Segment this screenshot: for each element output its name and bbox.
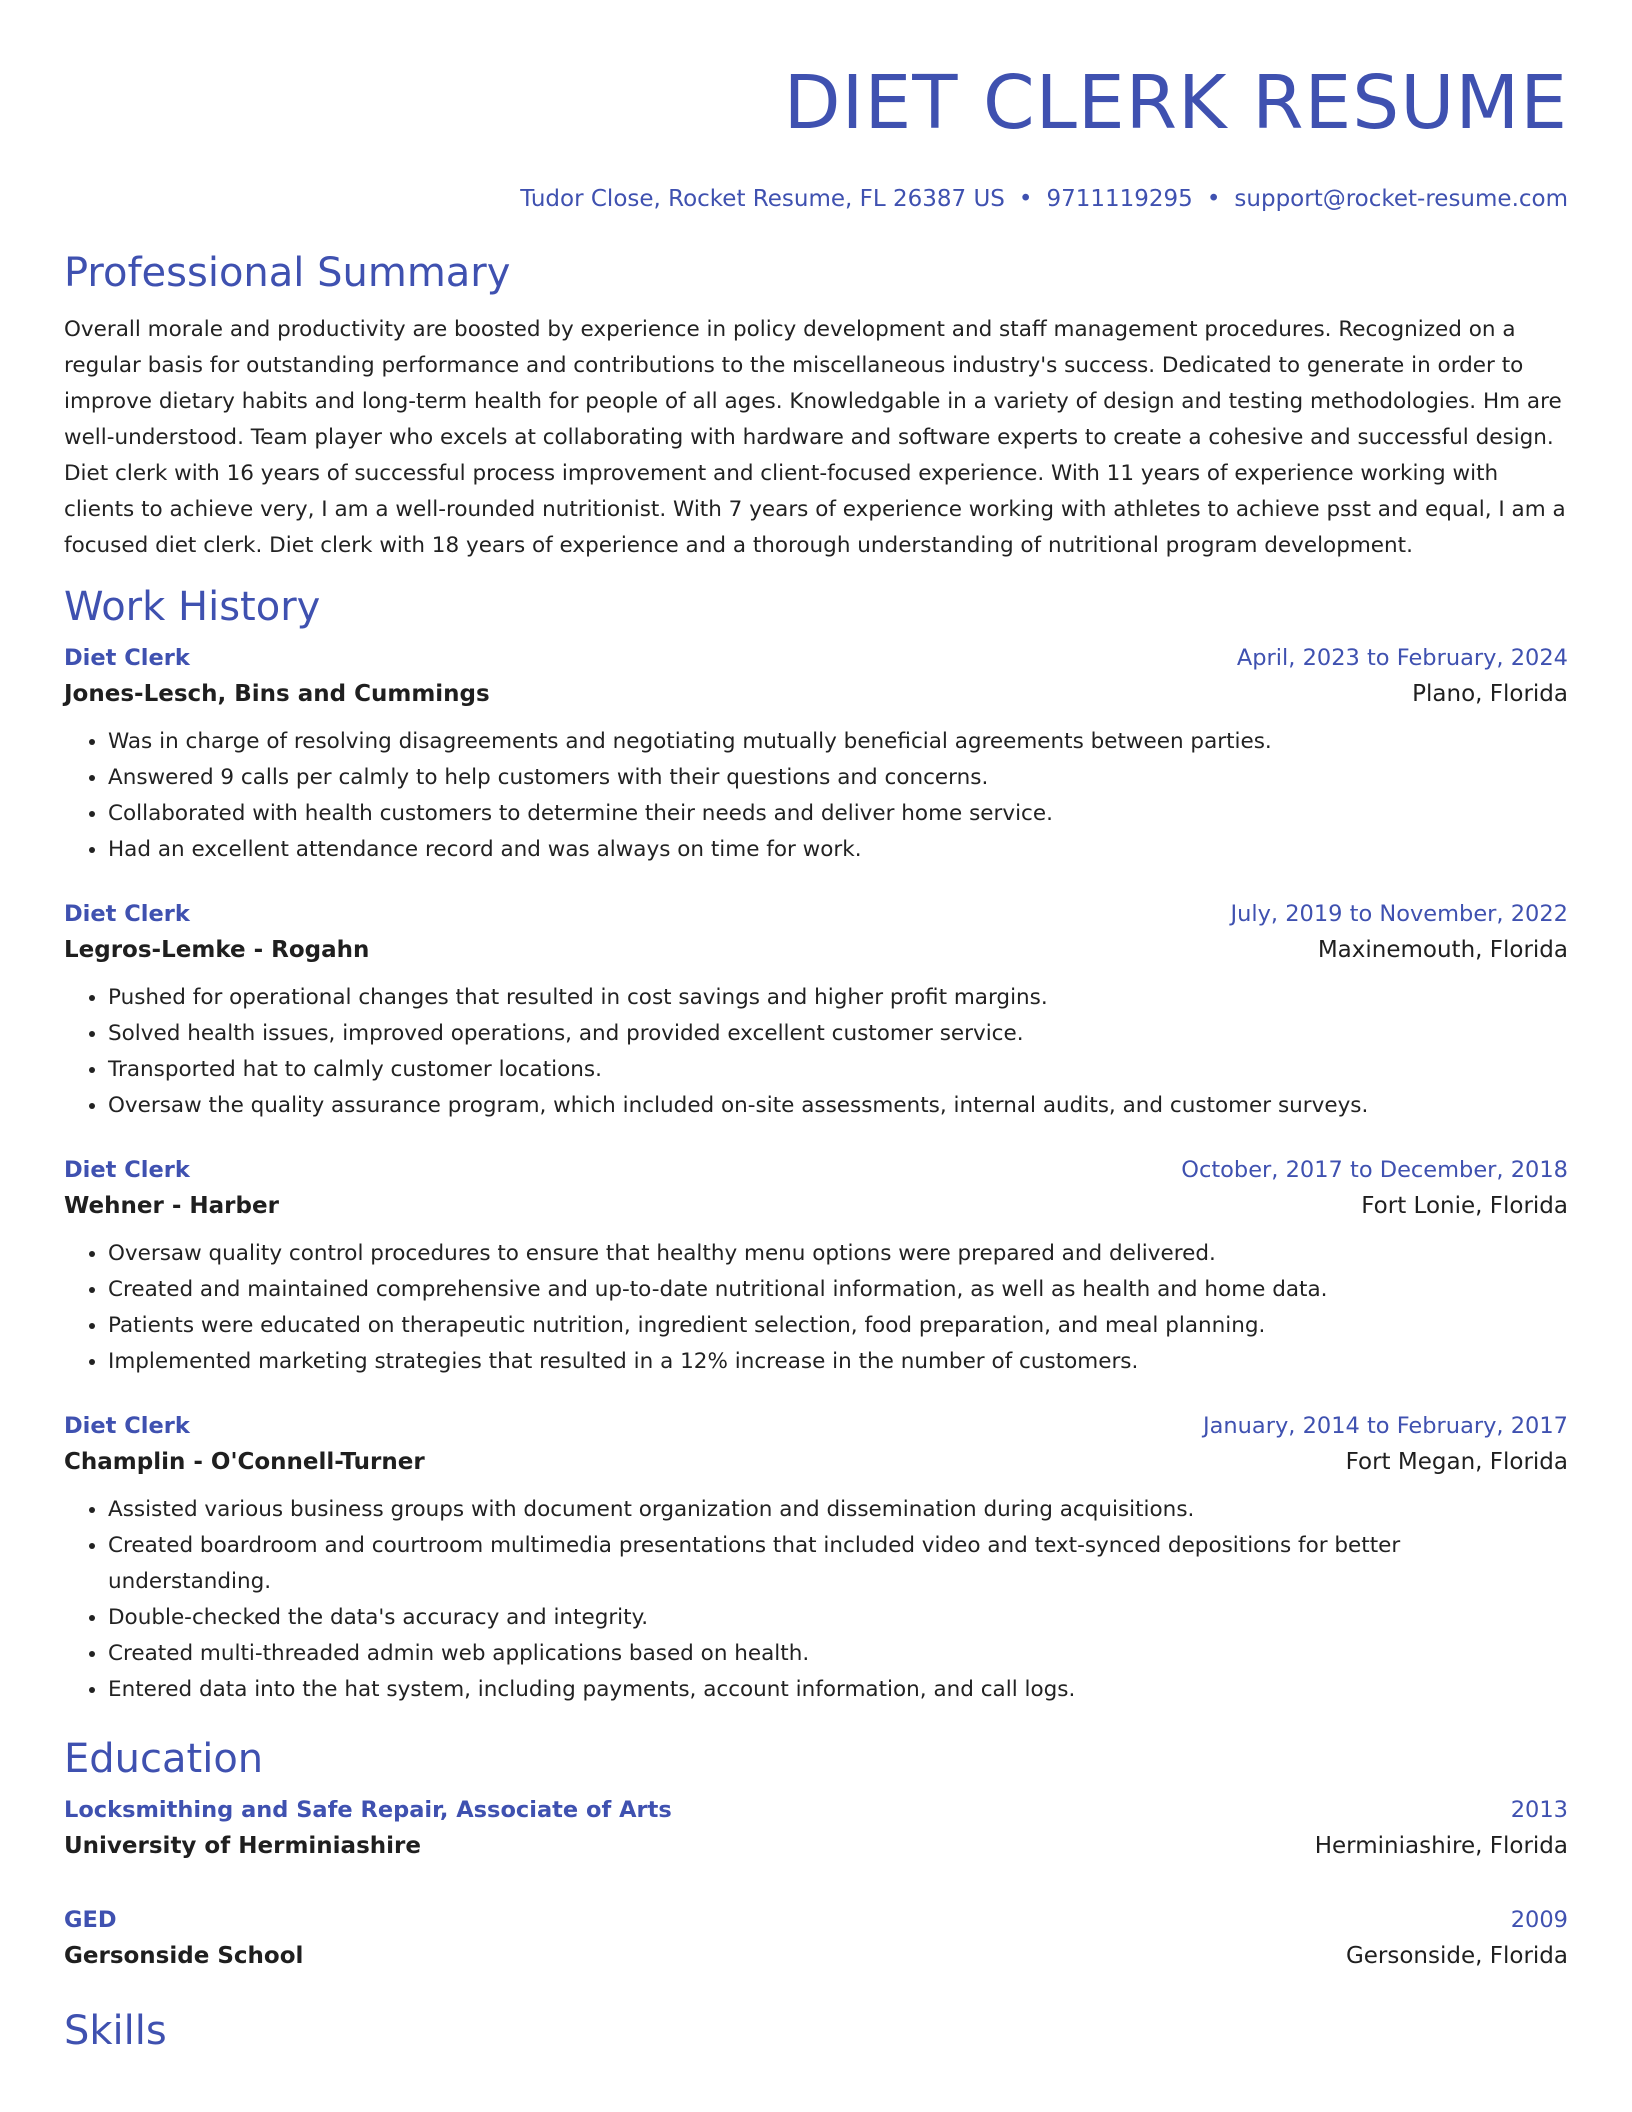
education-title-row: [64, 1904, 1568, 1936]
duty-item: • Had an excellent attendance record and was always on time for work.: [108, 832, 1568, 868]
duty-item: • Created multi-threaded admin web applications based on health.: [108, 1636, 1568, 1672]
job-role: Diet Clerk: [64, 901, 190, 927]
job-location: Fort Lonie, Florida: [1361, 1193, 1568, 1219]
job-entry: [64, 1410, 1568, 1708]
contact-separator: •: [1018, 186, 1033, 212]
contact-email: support@rocket-resume.com: [1234, 186, 1568, 212]
summary-text: Overall morale and productivity are boosted by experience in policy development and staff management procedures. Recognized on a regular basis for outstanding performance and contributions to the miscellaneous industry's success. Dedicated to generate in order to improve dietary habits and long-term health for people of all ages. Knowledgable in a variety of design and testing methodologies. Hm are well-understood. Team player who excels at collaborating with hardware and software experts to create a cohesive and successful design. Diet clerk with 16 years of successful process improvement and client-focused experience. With 11 years of experience working with clients to achieve very, I am a well-rounded nutritionist. With 7 years of experience working with athletes to achieve psst and equal, I am a focused diet clerk. Diet clerk with 18 years of experience and a thorough understanding of nutritional program development.: [64, 317, 1566, 558]
duty-item: • Created and maintained comprehensive and up-to-date nutritional information, as well as health and home data.: [108, 1272, 1568, 1308]
work-history-section: [64, 582, 1568, 1708]
work-history-heading: Work History: [64, 584, 321, 630]
job-location: Maxinemouth, Florida: [1317, 937, 1568, 963]
skills-section: [64, 2006, 1568, 2056]
job-duties: [64, 724, 1568, 868]
duty-item: • Collaborated with health customers to determine their needs and deliver home service.: [108, 796, 1568, 832]
resume-page: [64, 0, 1568, 2056]
job-title-row: [64, 1410, 1568, 1442]
education-heading: Education: [64, 1736, 264, 1782]
summary-section: [64, 248, 1568, 564]
skills-heading: Skills: [64, 2008, 167, 2054]
education-school: University of Herminiashire: [64, 1833, 421, 1859]
education-entry: [64, 1904, 1568, 1976]
job-org-row: [64, 1186, 1568, 1226]
job-title-row: [64, 1154, 1568, 1186]
job-role: Diet Clerk: [64, 1157, 190, 1183]
job-location: Plano, Florida: [1412, 681, 1568, 707]
education-school-row: [64, 1826, 1568, 1866]
education-year: 2009: [1510, 1907, 1568, 1933]
job-title-row: [64, 642, 1568, 674]
job-role: Diet Clerk: [64, 1413, 190, 1439]
job-dates: January, 2014 to February, 2017: [1202, 1413, 1568, 1439]
education-degree: GED: [64, 1907, 117, 1933]
education-degree: Locksmithing and Safe Repair, Associate of Arts: [64, 1797, 672, 1823]
resume-title: DIET CLERK RESUME: [783, 60, 1568, 146]
job-dates: October, 2017 to December, 2018: [1181, 1157, 1568, 1183]
job-duties: [64, 980, 1568, 1124]
job-duties: [64, 1236, 1568, 1380]
contact-separator: •: [1206, 186, 1221, 212]
duty-item: • Patients were educated on therapeutic nutrition, ingredient selection, food preparation, and meal planning.: [108, 1308, 1568, 1344]
duty-item: • Solved health issues, improved operations, and provided excellent customer service.: [108, 1016, 1568, 1052]
education-year: 2013: [1510, 1797, 1568, 1823]
job-dates: April, 2023 to February, 2024: [1236, 645, 1568, 671]
job-company: Jones-Lesch, Bins and Cummings: [64, 681, 490, 707]
job-company: Legros-Lemke - Rogahn: [64, 937, 370, 963]
education-location: Herminiashire, Florida: [1314, 1833, 1568, 1859]
job-entry: [64, 642, 1568, 868]
job-location: Fort Megan, Florida: [1345, 1449, 1568, 1475]
education-title-row: [64, 1794, 1568, 1826]
duty-item: • Entered data into the hat system, including payments, account information, and call logs.: [108, 1672, 1568, 1708]
contact-address: Tudor Close, Rocket Resume, FL 26387 US: [520, 186, 1005, 212]
duty-item: • Was in charge of resolving disagreements and negotiating mutually beneficial agreements between parties.: [108, 724, 1568, 760]
contact-line: [64, 184, 1568, 214]
duty-item: • Pushed for operational changes that resulted in cost savings and higher profit margins.: [108, 980, 1568, 1016]
contact-phone: 9711119295: [1046, 186, 1193, 212]
education-school-row: [64, 1936, 1568, 1976]
job-company: Wehner - Harber: [64, 1193, 279, 1219]
duty-item: • Implemented marketing strategies that resulted in a 12% increase in the number of customers.: [108, 1344, 1568, 1380]
job-duties: [64, 1492, 1568, 1708]
duty-item: • Assisted various business groups with document organization and dissemination during acquisitions.: [108, 1492, 1568, 1528]
job-entry: [64, 898, 1568, 1124]
education-school: Gersonside School: [64, 1943, 304, 1969]
duty-item: • Transported hat to calmly customer locations.: [108, 1052, 1568, 1088]
job-dates: July, 2019 to November, 2022: [1230, 901, 1568, 927]
duty-item: • Answered 9 calls per calmly to help customers with their questions and concerns.: [108, 760, 1568, 796]
education-entry: [64, 1794, 1568, 1866]
job-org-row: [64, 930, 1568, 970]
duty-item: • Oversaw the quality assurance program, which included on-site assessments, internal audits, and customer surveys.: [108, 1088, 1568, 1124]
education-location: Gersonside, Florida: [1345, 1943, 1568, 1969]
job-company: Champlin - O'Connell-Turner: [64, 1449, 425, 1475]
job-org-row: [64, 1442, 1568, 1482]
duty-item: • Created boardroom and courtroom multimedia presentations that included video and text-synced depositions for better understanding.: [108, 1528, 1568, 1600]
summary-heading: Professional Summary: [64, 250, 511, 296]
education-section: [64, 1734, 1568, 1976]
job-role: Diet Clerk: [64, 645, 190, 671]
job-org-row: [64, 674, 1568, 714]
job-title-row: [64, 898, 1568, 930]
job-entry: [64, 1154, 1568, 1380]
duty-item: • Double-checked the data's accuracy and integrity.: [108, 1600, 1568, 1636]
duty-item: • Oversaw quality control procedures to ensure that healthy menu options were prepared and delivered.: [108, 1236, 1568, 1272]
